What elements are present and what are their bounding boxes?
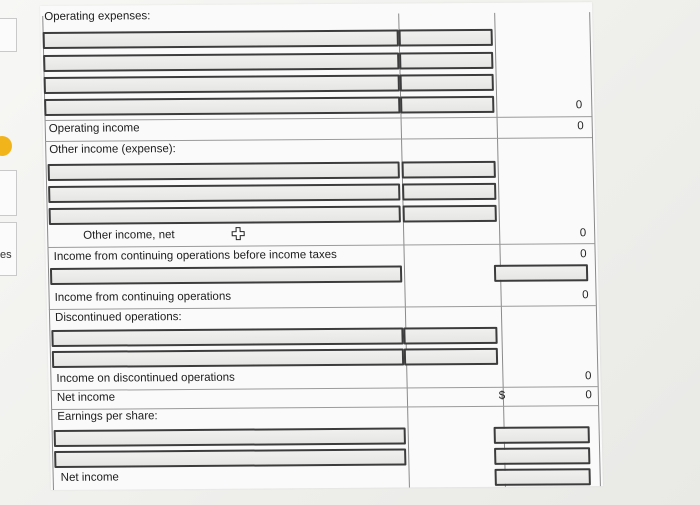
- row-label-earnings-per-share: Earnings per share:: [57, 410, 158, 423]
- other-income-amount-input[interactable]: [403, 205, 497, 223]
- income-continuing-ops-value: 0: [582, 289, 589, 302]
- expense-name-input[interactable]: [44, 74, 400, 93]
- eps-amount-input[interactable]: [494, 426, 590, 444]
- net-income-value: 0: [585, 389, 592, 402]
- move-cursor-icon: [231, 227, 245, 241]
- expense-name-input[interactable]: [43, 52, 399, 71]
- row-divider: [51, 386, 598, 391]
- row-label-net-income: Net income: [56, 391, 116, 404]
- tax-amount-input[interactable]: [494, 264, 588, 282]
- other-income-name-input[interactable]: [48, 184, 400, 203]
- expense-amount-input[interactable]: [399, 52, 493, 70]
- discontinued-amount-input[interactable]: [404, 348, 498, 366]
- eps-net-income-input[interactable]: [495, 468, 591, 486]
- income-statement-worksheet: [40, 2, 603, 490]
- row-divider: [47, 243, 594, 248]
- expense-name-input[interactable]: [44, 96, 400, 115]
- discontinued-name-input[interactable]: [51, 328, 403, 347]
- eps-name-input[interactable]: [54, 428, 406, 447]
- row-label-income-before-taxes: Income from continuing operations before income taxes: [53, 248, 337, 263]
- expense-name-input[interactable]: [43, 30, 399, 49]
- other-income-net-value: 0: [579, 227, 587, 240]
- eps-amount-input[interactable]: [494, 447, 590, 465]
- row-divider: [49, 305, 596, 310]
- other-income-amount-input[interactable]: [402, 183, 496, 201]
- other-income-name-input[interactable]: [48, 162, 400, 181]
- row-label-discontinued-operations: Discontinued operations:: [54, 311, 182, 324]
- row-label-operating-expenses: Operating expenses:: [44, 10, 151, 23]
- expense-amount-input[interactable]: [400, 96, 494, 114]
- discontinued-name-input[interactable]: [52, 349, 404, 368]
- total-expenses-value: 0: [575, 99, 583, 112]
- row-divider: [45, 116, 592, 121]
- eps-name-input[interactable]: [54, 449, 406, 468]
- expense-amount-input[interactable]: [400, 74, 494, 92]
- row-label-income-continuing-ops: Income from continuing operations: [54, 290, 232, 304]
- row-divider: [51, 405, 598, 410]
- operating-income-value: 0: [577, 120, 584, 133]
- other-income-name-input[interactable]: [49, 206, 401, 225]
- side-panel-label: es: [0, 249, 12, 261]
- row-label-other-income-expense: Other income (expense):: [49, 143, 176, 156]
- other-income-amount-input[interactable]: [402, 161, 496, 179]
- grid-line: [494, 13, 506, 487]
- side-panel-fragment: [0, 170, 17, 216]
- row-label-income-discontinued: Income on discontinued operations: [56, 371, 235, 385]
- side-panel-fragment: [0, 18, 17, 52]
- row-label-eps-net-income: Net income: [60, 471, 120, 484]
- expense-amount-input[interactable]: [399, 29, 493, 47]
- row-divider: [45, 137, 592, 142]
- dollar-sign: $: [498, 389, 506, 402]
- income-before-taxes-value: 0: [580, 248, 587, 261]
- row-label-operating-income: Operating income: [48, 122, 140, 135]
- tax-label-input[interactable]: [50, 266, 402, 285]
- discontinued-amount-input[interactable]: [403, 327, 497, 345]
- row-label-other-income-net: Other income, net: [83, 229, 175, 242]
- income-discontinued-value: 0: [584, 370, 592, 383]
